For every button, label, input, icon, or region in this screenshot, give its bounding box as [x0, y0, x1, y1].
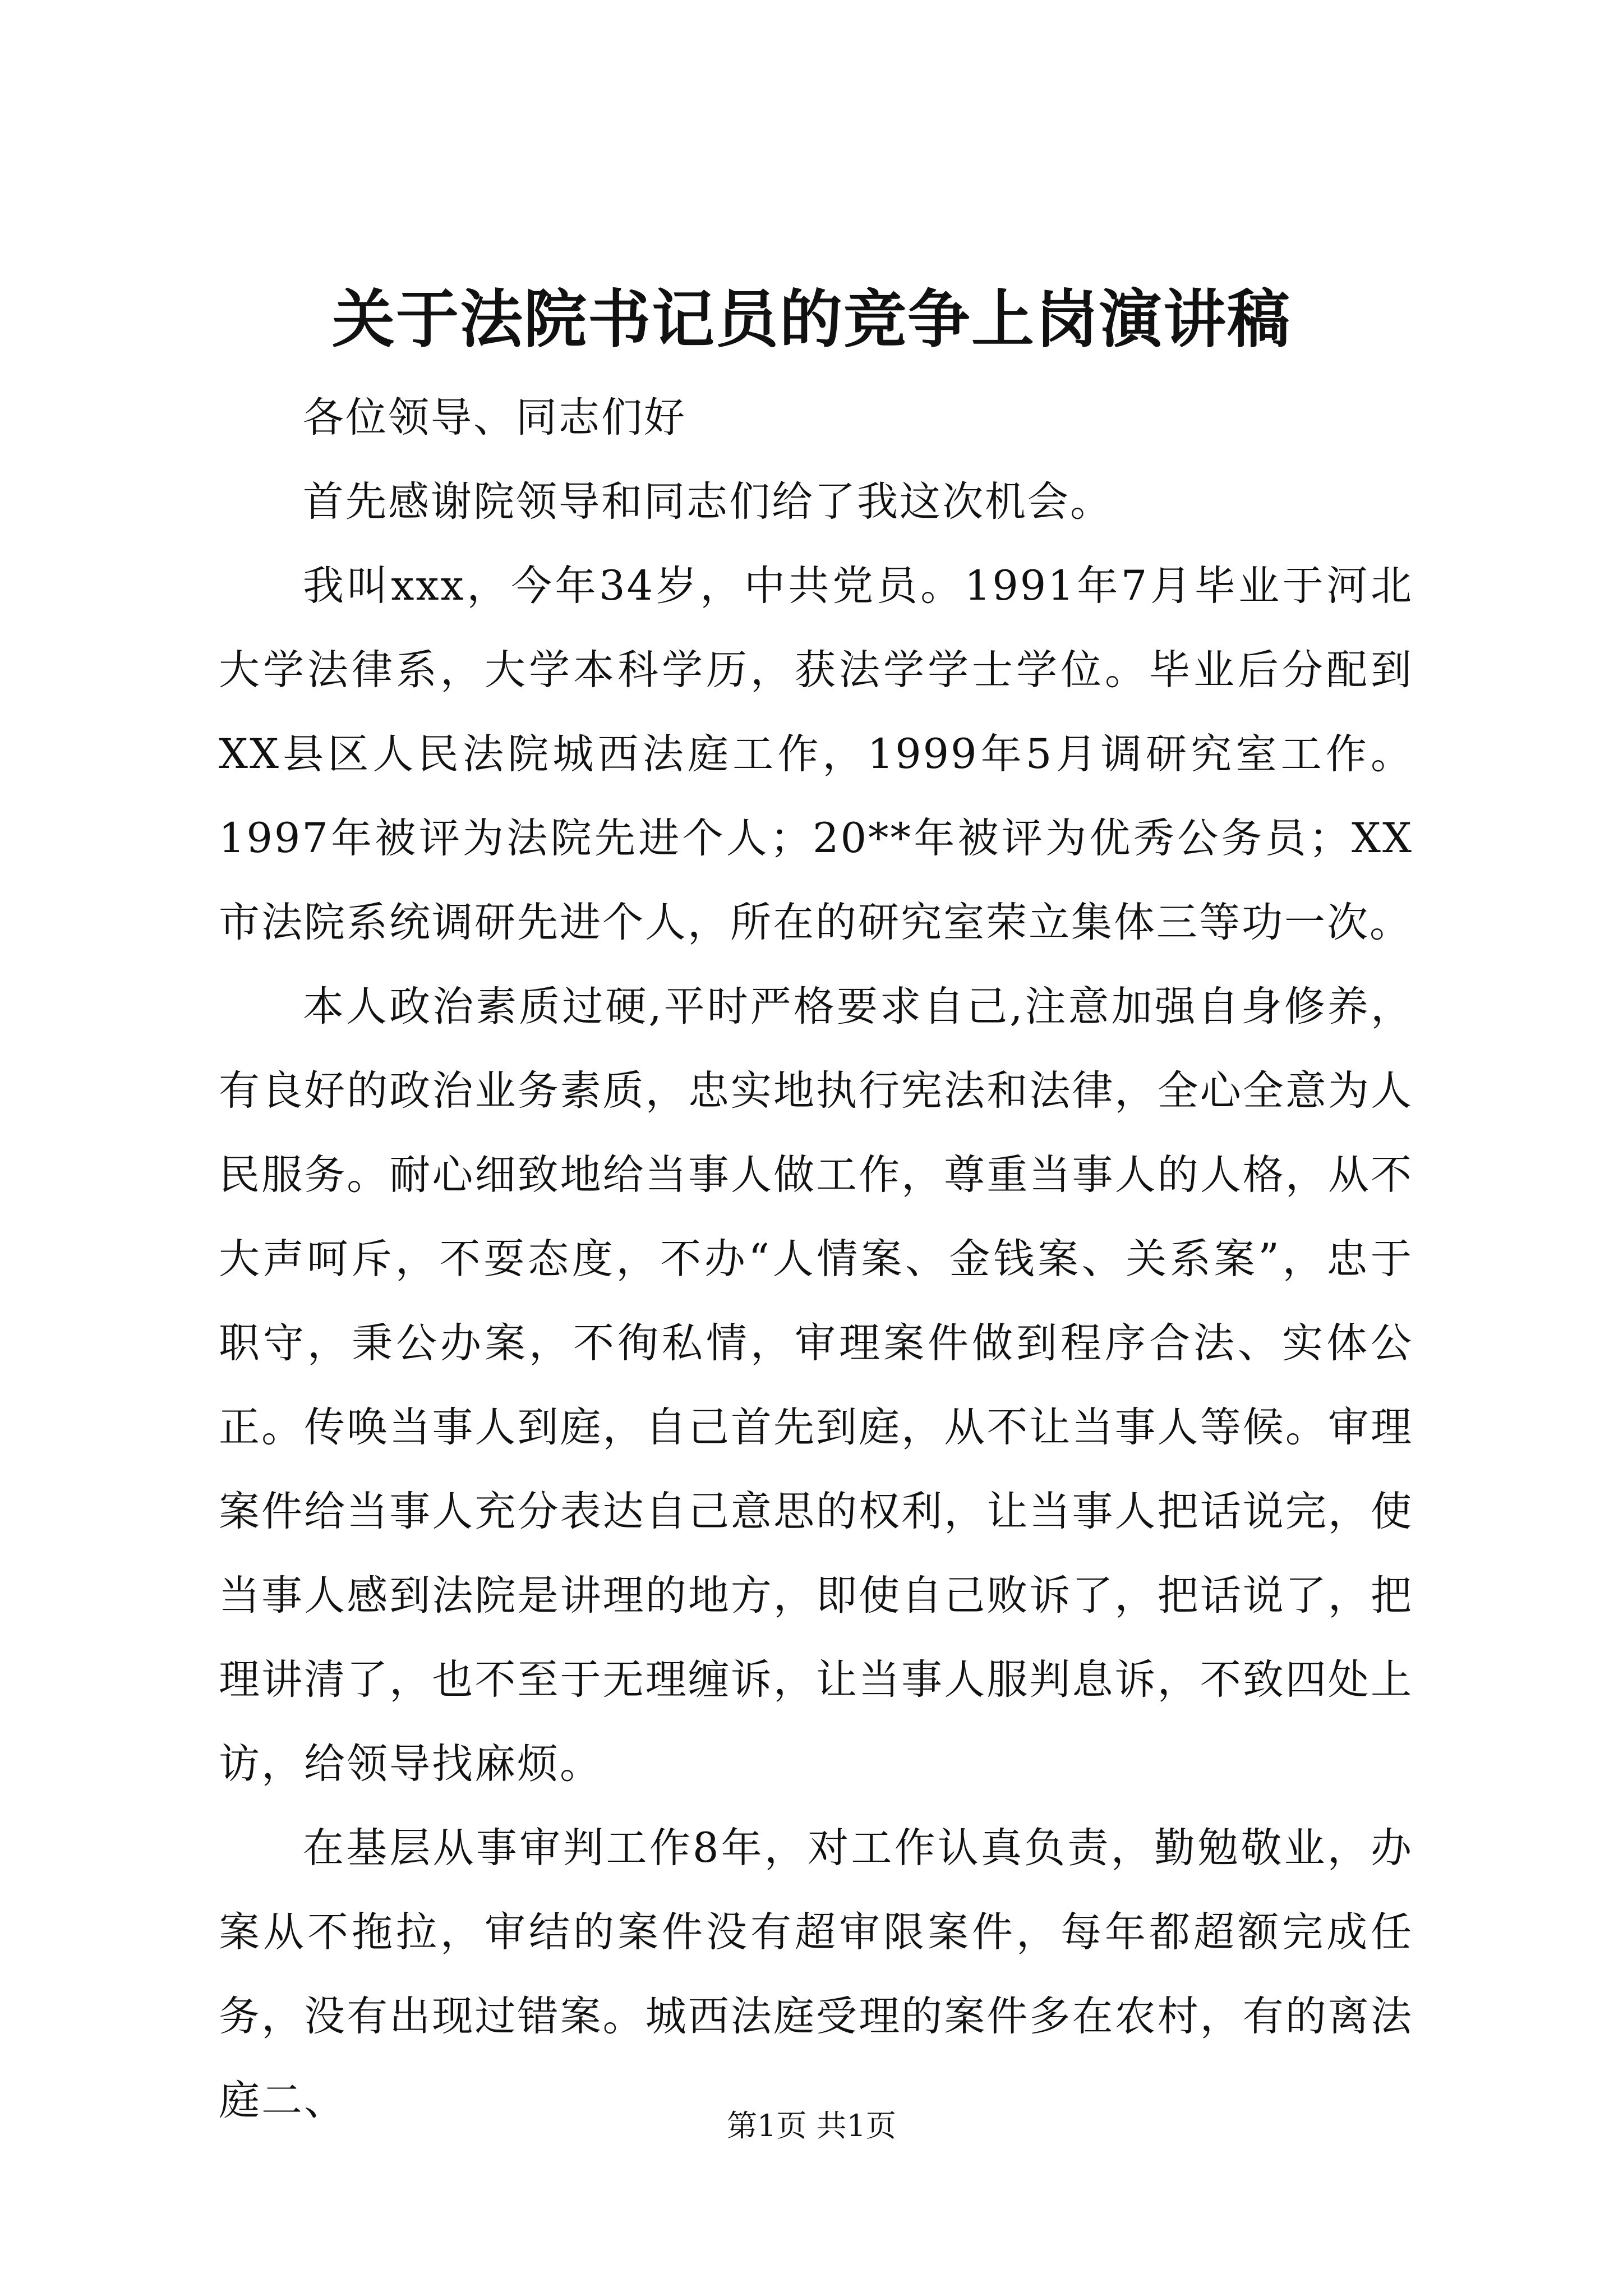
page-footer: 第1页 共1页: [727, 2108, 896, 2143]
paragraph-political-quality: 本人政治素质过硬,平时严格要求自己,注意加强自身修养，有良好的政治业务素质，忠实地执行宪法和法律，全心全意为人民服务。耐心细致地给当事人做工作，尊重当事人的人格，从不大声呵斥，不耍态度，不办“人情案、金钱案、关系案”，忠于职守，秉公办案，不徇私情，审理案件做到程序合法、实体公正。传唤当事人到庭，自己首先到庭，从不让当事人等候。审理案件给当事人充分表达自己意思的权利，让当事人把话说完，使当事人感到法院是讲理的地方，即使自己败诉了，把话说了，把理讲清了，也不至于无理缠诉，让当事人服判息诉，不致四处上访，给领导找麻烦。: [219, 983, 1413, 1788]
paragraph-introduction: 我叫xxx，今年34岁，中共党员。1991年7月毕业于河北大学法律系，大学本科学历，获法学学士学位。毕业后分配到XX县区人民法院城西法庭工作，1999年5月调研究室工作。1997年被评为法院先进个人；20**年被评为优秀公务员；XX市法院系统调研先进个人，所在的研究室荣立集体三等功一次。: [219, 562, 1413, 946]
paragraph-work-experience: 在基层从事审判工作8年，对工作认真负责，勤勉敬业，办案从不拖拉，审结的案件没有超审限案件，每年都超额完成任务，没有出现过错案。城西法庭受理的案件多在农村，有的离法庭二、: [219, 1824, 1413, 2124]
paragraph-greeting: 各位领导、同志们好: [303, 394, 686, 441]
document-body: [219, 376, 1413, 2143]
document-title: 关于法院书记员的竞争上岗演讲稿: [332, 283, 1291, 356]
paragraph-thanks: 首先感谢院领导和同志们给了我这次机会。: [303, 478, 1113, 526]
